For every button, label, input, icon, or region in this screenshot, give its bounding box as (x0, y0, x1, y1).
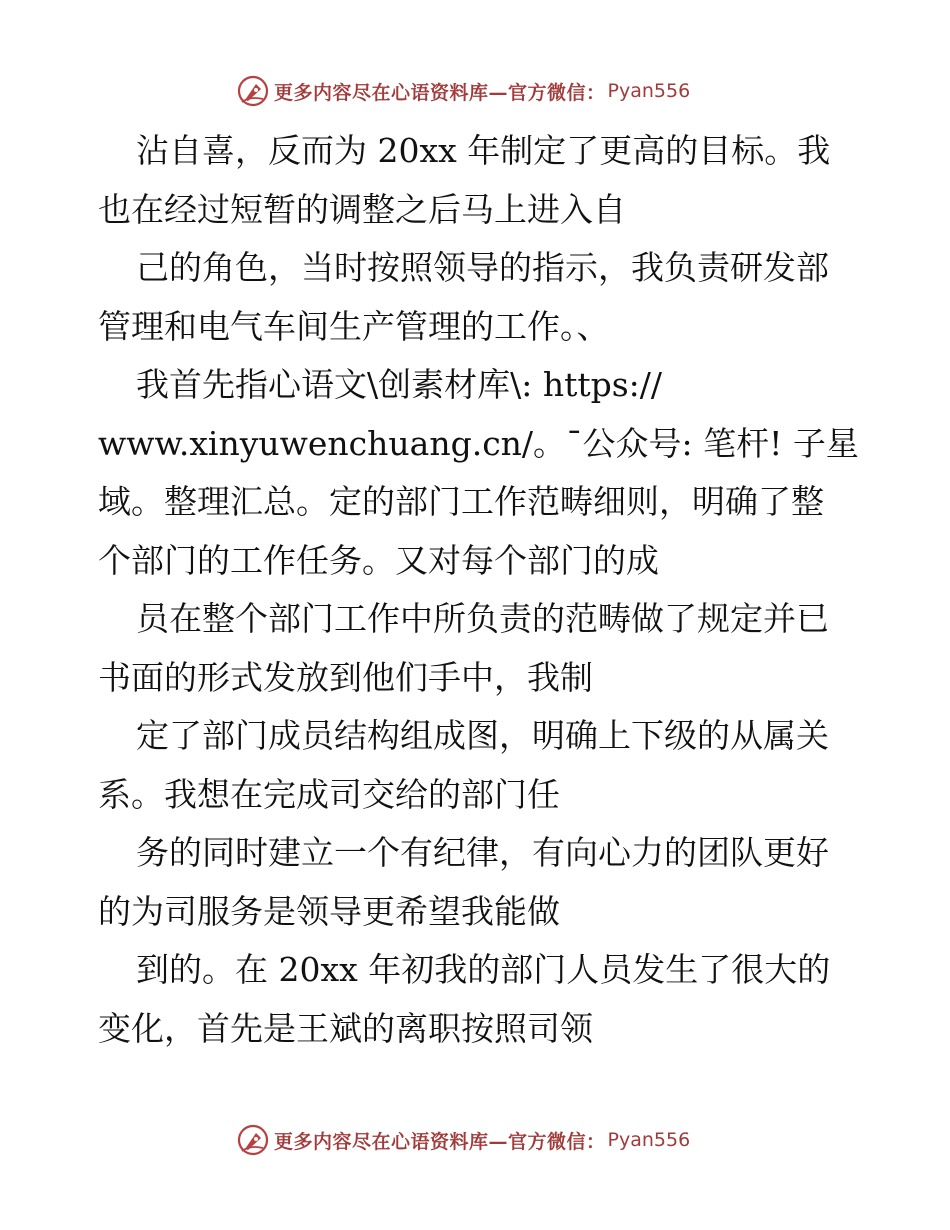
paragraph-line: 域。整理汇总。定的部门工作范畴细则，明确了整 (98, 482, 824, 521)
paragraph-line: 我首先指心语文\创素材库\: https:// (136, 365, 663, 404)
watermark-wechat-id: Pyan556 (607, 1129, 691, 1151)
paragraph-line: 到的。在 20xx 年初我的部门人员发生了很大的 (136, 950, 831, 989)
paragraph-line: 员在整个部门工作中所负责的范畴做了规定并已 (136, 599, 829, 638)
paragraph-line: www.xinyuwenchuang.cn/。¯公众号: 笔杆! 子星 (98, 423, 859, 463)
paragraph-line: 书面的形式发放到他们手中，我制 (98, 657, 593, 697)
paragraph-line: 个部门的工作任务。又对每个部门的成 (98, 540, 659, 580)
paragraph-line: 系。我想在完成司交给的部门任 (98, 774, 560, 814)
paragraph-line: 管理和电气车间生产管理的工作。、 (98, 306, 610, 346)
watermark-text: 更多内容尽在心语资料库—官方微信： (274, 81, 606, 104)
header-watermark (236, 73, 690, 109)
paragraph-line: 务的同时建立一个有纪律，有向心力的团队更好 (136, 833, 829, 872)
watermark-text: 更多内容尽在心语资料库—官方微信： (274, 1130, 606, 1153)
paragraph-line: 己的角色，当时按照领导的指示，我负责研发部 (136, 248, 829, 287)
paragraph-line: 定了部门成员结构组成图，明确上下级的从属关 (136, 716, 829, 755)
paragraph-line: 的为司服务是领导更希望我能做 (98, 891, 560, 931)
pen-nib-logo-icon (236, 1123, 270, 1157)
pen-nib-logo-icon (236, 74, 270, 108)
footer-watermark (236, 1122, 690, 1158)
document-body (98, 122, 858, 1058)
paragraph-line: 沾自喜，反而为 20xx 年制定了更高的目标。我 (136, 131, 831, 170)
paragraph-line: 变化，首先是王斌的离职按照司领 (98, 1008, 593, 1048)
watermark-wechat-id: Pyan556 (607, 80, 691, 102)
paragraph-line: 也在经过短暂的调整之后马上进入自 (98, 189, 626, 229)
